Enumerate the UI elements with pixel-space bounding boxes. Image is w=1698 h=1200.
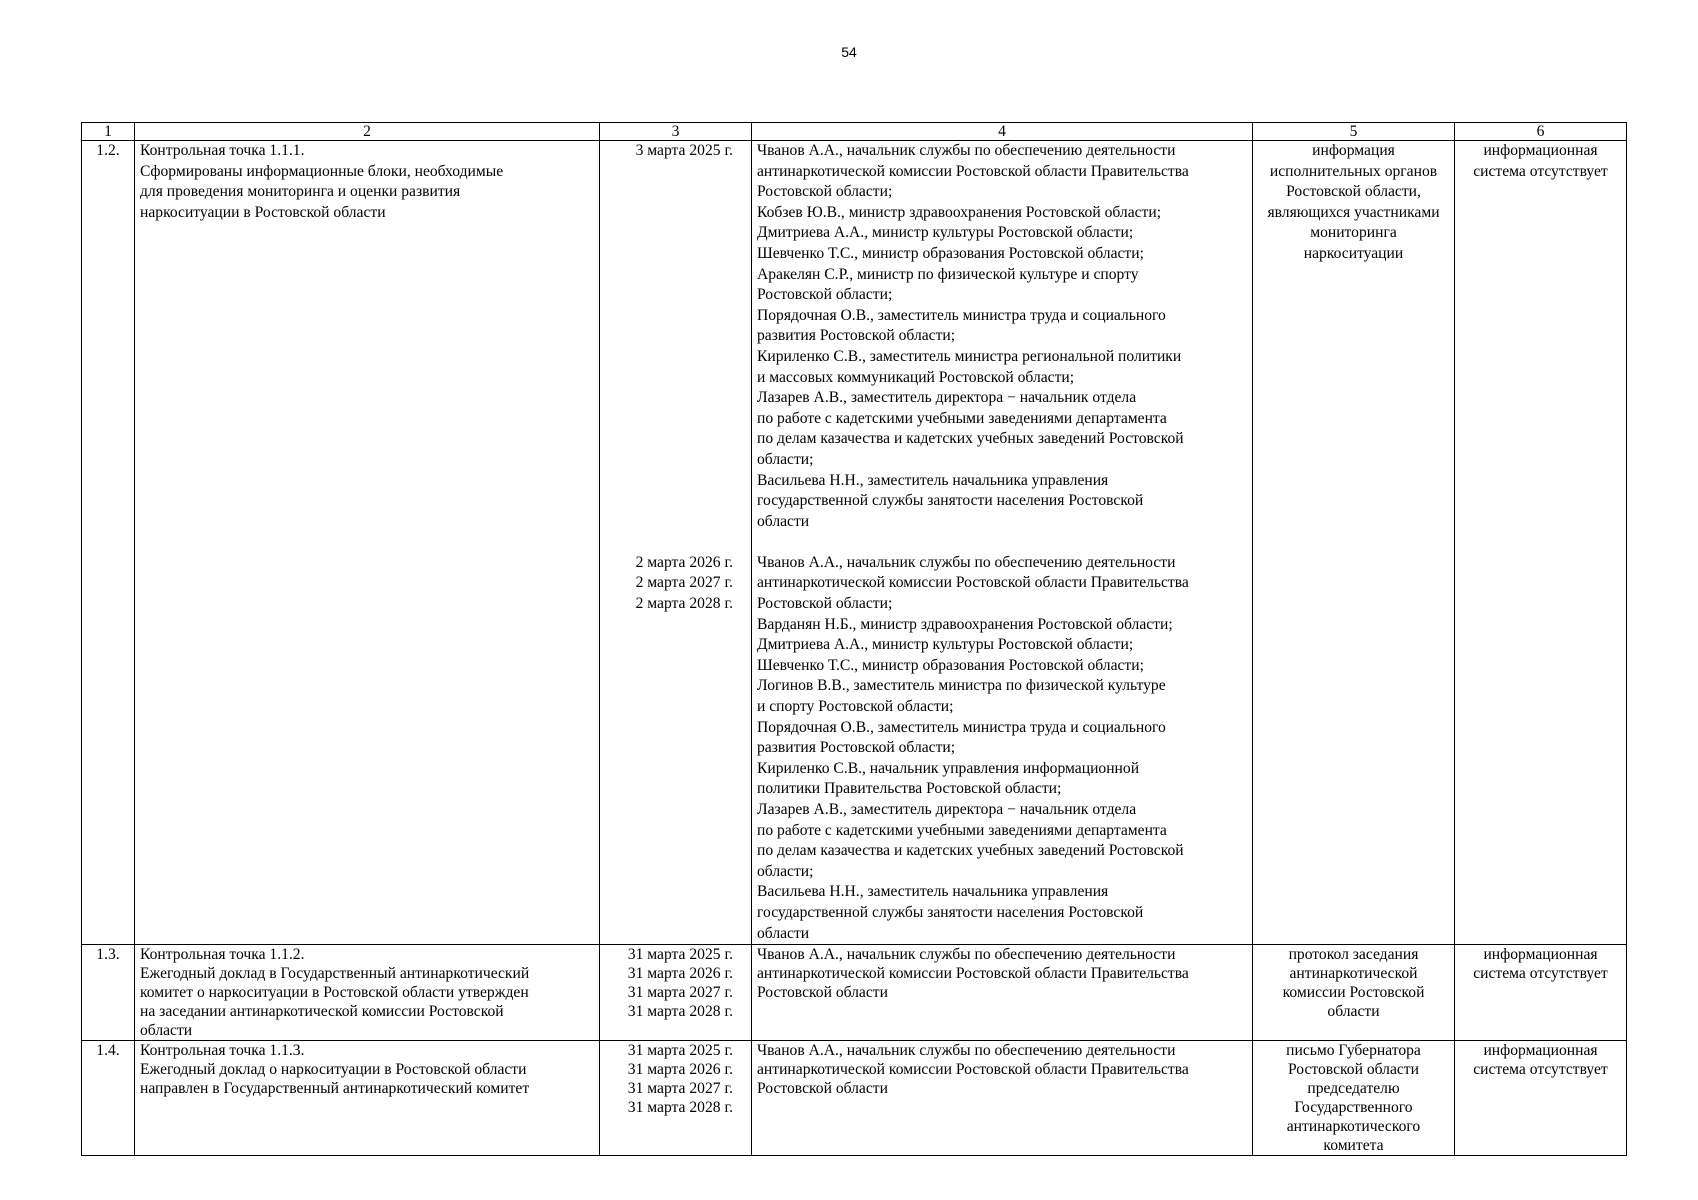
result-document-cell: информация исполнительных органов Ростовской области, являющихся участниками мониторинга наркоситуации: [1253, 141, 1455, 945]
column-header: 2: [135, 123, 600, 141]
column-header: 6: [1455, 123, 1627, 141]
responsible-cell: Чванов А.А., начальник службы по обеспечению деятельности антинаркотической комиссии Ростовской области Правительства Ростовской области: [752, 945, 1253, 1041]
description-cell: Контрольная точка 1.1.1. Сформированы информационные блоки, необходимые для проведения мониторинга и оценки развития наркоситуации в Ростовской области: [135, 141, 600, 945]
row-number-cell: 1.4.: [82, 1041, 135, 1156]
description-cell: Контрольная точка 1.1.2. Ежегодный доклад в Государственный антинаркотический комитет о наркоситуации в Ростовской области утвержден на заседании антинаркотической комиссии Ростовской области: [135, 945, 600, 1041]
column-header: 3: [600, 123, 752, 141]
column-header: 1: [82, 123, 135, 141]
result-document-cell: протокол заседания антинаркотической комиссии Ростовской области: [1253, 945, 1455, 1041]
table-row: [82, 1041, 1627, 1156]
column-number-header-row: [82, 123, 1627, 141]
table-row: [82, 945, 1627, 1041]
deadline-cell: 31 марта 2025 г. 31 марта 2026 г. 31 марта 2027 г. 31 марта 2028 г.: [600, 945, 752, 1041]
responsible-cell: Чванов А.А., начальник службы по обеспечению деятельности антинаркотической комиссии Ростовской области Правительства Ростовской области: [752, 1041, 1253, 1156]
information-system-cell: информационная система отсутствует: [1455, 945, 1627, 1041]
table-row: [82, 141, 1627, 945]
deadline-cell: 3 марта 2025 г. 2 марта 2026 г. 2 марта 2027 г. 2 марта 2028 г.: [600, 141, 752, 945]
information-system-cell: информационная система отсутствует: [1455, 141, 1627, 945]
description-cell: Контрольная точка 1.1.3. Ежегодный доклад о наркоситуации в Ростовской области направлен в Государственный антинаркотический комитет: [135, 1041, 600, 1156]
information-system-cell: информационная система отсутствует: [1455, 1041, 1627, 1156]
column-header: 5: [1253, 123, 1455, 141]
control-points-table: [81, 122, 1627, 1156]
result-document-cell: письмо Губернатора Ростовской области председателю Государственного антинаркотического комитета: [1253, 1041, 1455, 1156]
row-number-cell: 1.2.: [82, 141, 135, 945]
responsible-cell: Чванов А.А., начальник службы по обеспечению деятельности антинаркотической комиссии Ростовской области Правительства Ростовской области; Кобзев Ю.В., министр здравоохранения Ростовской области; Дмитриева А.А., министр культуры Ростовской области; Шевченко Т.С., министр образования Ростовской области; Аракелян С.Р., министр по физической культуре и спорту Ростовской области; Порядочная О.В., заместитель министра труда и социального развития Ростовской области; Кириленко С.В., заместитель министра региональной политики и массовых коммуникаций Ростовской области; Лазарев А.В., заместитель директора − начальник отдела по работе с кадетскими учебными заведениями департамента по делам казачества и кадетских учебных заведений Ростовской области; Васильева Н.Н., заместитель начальника управления государственной службы занятости населения Ростовской области Чванов А.А., начальник службы по обеспечению деятельности антинаркотической комиссии Ростовской области Правительства Ростовской области; Варданян Н.Б., министр здравоохранения Ростовской области; Дмитриева А.А., министр культуры Ростовской области; Шевченко Т.С., министр образования Ростовской области; Логинов В.В., заместитель министра по физической культуре и спорту Ростовской области; Порядочная О.В., заместитель министра труда и социального развития Ростовской области; Кириленко С.В., начальник управления информационной политики Правительства Ростовской области; Лазарев А.В., заместитель директора − начальник отдела по работе с кадетскими учебными заведениями департамента по делам казачества и кадетских учебных заведений Ростовской области; Васильева Н.Н., заместитель начальника управления государственной службы занятости населения Ростовской области: [752, 141, 1253, 945]
row-number-cell: 1.3.: [82, 945, 135, 1041]
deadline-cell: 31 марта 2025 г. 31 марта 2026 г. 31 марта 2027 г. 31 марта 2028 г.: [600, 1041, 752, 1156]
page-number: 54: [841, 44, 857, 60]
column-header: 4: [752, 123, 1253, 141]
